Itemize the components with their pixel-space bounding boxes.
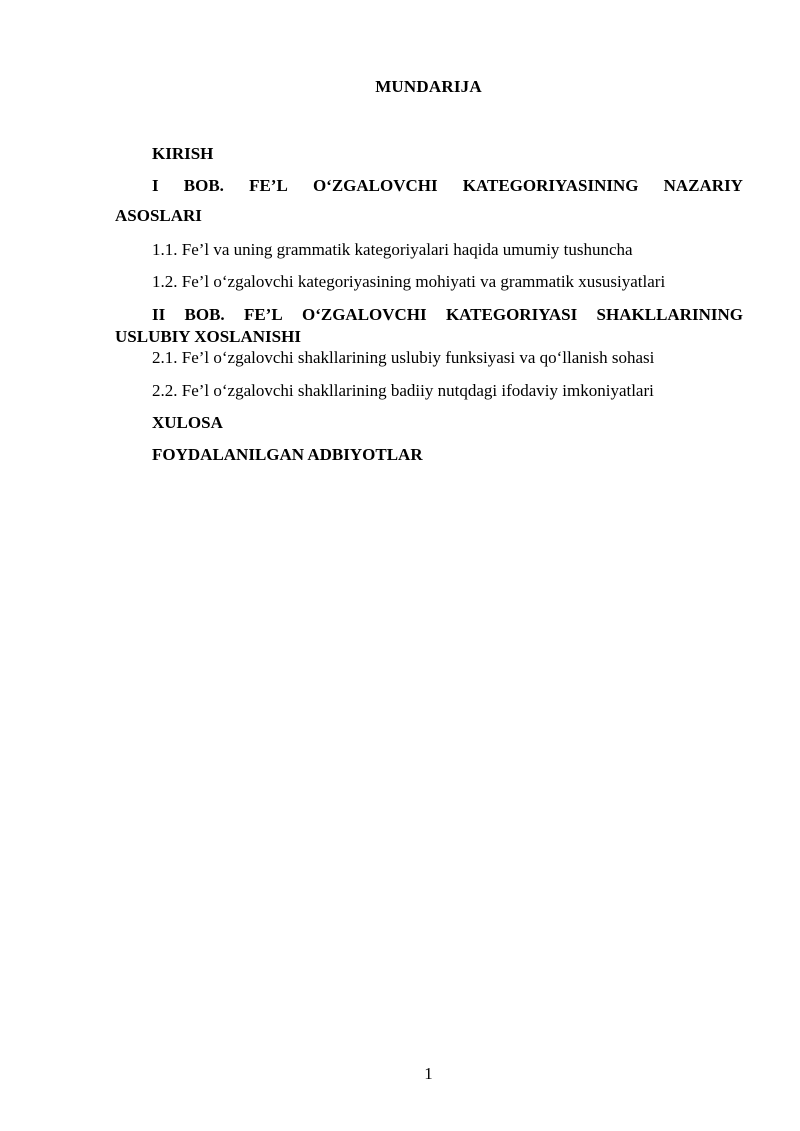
- chapter-1-word: KATEGORIYASINING: [462, 176, 639, 195]
- toc-chapter-1-continuation: ASOSLARI: [115, 206, 202, 225]
- chapter-2-word: FE’L: [243, 305, 283, 324]
- toc-chapter-1-heading: [152, 176, 743, 196]
- chapter-1-word: FE’L: [249, 176, 288, 195]
- chapter-1-word: O‘ZGALOVCHI: [312, 176, 438, 195]
- chapter-2-word: O‘ZGALOVCHI: [301, 305, 427, 324]
- chapter-1-word: NAZARIY: [663, 176, 743, 195]
- toc-section-1-1: 1.1. Fe’l va uning grammatik kategoriyalari haqida umumiy tushuncha: [152, 240, 633, 259]
- toc-section-2-2: 2.2. Fe’l o‘zgalovchi shakllarining badiiy nutqdagi ifodaviy imkoniyatlari: [152, 381, 654, 400]
- chapter-2-word: II: [152, 305, 166, 324]
- toc-conclusion: XULOSA: [152, 413, 223, 432]
- chapter-2-word: KATEGORIYASI: [445, 305, 578, 324]
- chapter-2-word: SHAKLLARINING: [596, 305, 743, 324]
- chapter-1-word: BOB.: [183, 176, 224, 195]
- toc-references: FOYDALANILGAN ADBIYOTLAR: [152, 445, 423, 464]
- toc-chapter-2-heading: [152, 305, 743, 325]
- toc-chapter-2-continuation: USLUBIY XOSLANISHI: [115, 327, 301, 346]
- page-title: MUNDARIJA: [375, 77, 482, 96]
- page-number: 1: [424, 1064, 433, 1083]
- toc-section-1-2: 1.2. Fe’l o‘zgalovchi kategoriyasining mohiyati va grammatik xususiyatlari: [152, 272, 666, 291]
- toc-intro: KIRISH: [152, 144, 214, 163]
- toc-section-2-1: 2.1. Fe’l o‘zgalovchi shakllarining uslubiy funksiyasi va qo‘llanish sohasi: [152, 348, 655, 367]
- chapter-1-word: I: [152, 176, 159, 195]
- chapter-2-word: BOB.: [184, 305, 225, 324]
